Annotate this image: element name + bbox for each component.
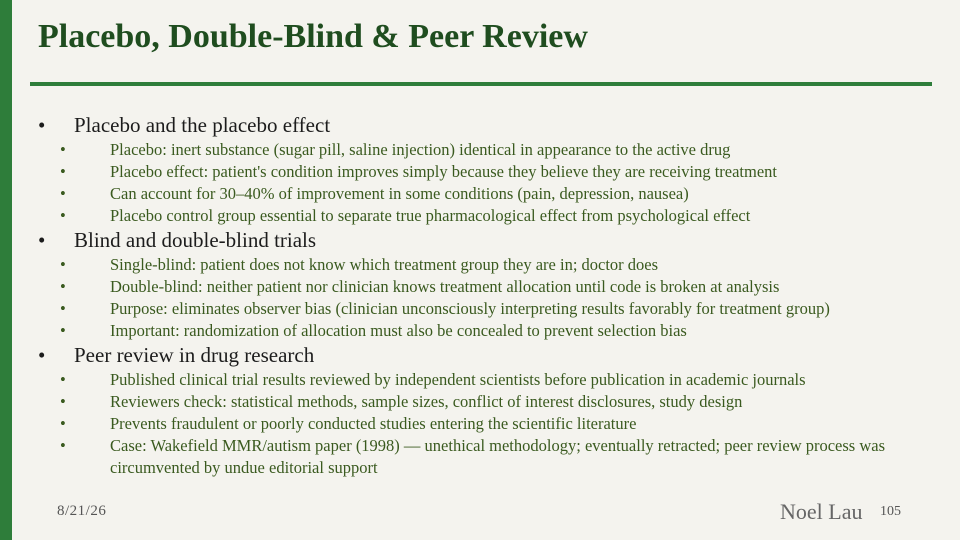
list-item: • Placebo effect: patient's condition improves simply because they believe they are receiving treatment [60,162,778,181]
footer-author: Noel Lau [780,499,863,524]
slide-title: Placebo, Double-Blind & Peer Review [38,18,588,55]
list-item: • Published clinical trial results reviewed by independent scientists before publication in academic journals [60,370,806,389]
bullet-icon: • [60,162,66,181]
bullet-icon: • [60,140,66,159]
slide-content [38,113,928,480]
section-peer-review [38,343,928,479]
bullet-icon: • [60,436,66,455]
bullet-icon: • [38,113,46,137]
list-item: • Important: randomization of allocation must also be concealed to prevent selection bias [60,321,687,340]
bullet-icon: • [60,392,66,411]
list-item: • Case: Wakefield MMR/autism paper (1998) — unethical methodology; eventually retracted; peer review process was circumvented by undue editorial support [60,436,886,477]
left-accent-bar [0,0,12,540]
list-item: • Single-blind: patient does not know which treatment group they are in; doctor does [60,255,659,274]
bullet-list [38,113,928,479]
list-item: • Purpose: eliminates observer bias (clinician unconsciously interpreting results favorably for treatment group) [60,299,830,318]
sub-list [38,254,928,342]
list-item: • Prevents fraudulent or poorly conducted studies entering the scientific literature [60,414,637,433]
list-item: • Double-blind: neither patient nor clinician knows treatment allocation until code is broken at analysis [60,277,780,296]
sub-list [38,369,928,479]
sub-list [38,139,928,227]
bullet-icon: • [60,277,66,296]
bullet-icon: • [60,255,66,274]
bullet-icon: • [60,184,66,203]
bullet-icon: • [60,370,66,389]
bullet-icon: • [60,321,66,340]
list-item: • Placebo control group essential to separate true pharmacological effect from psychological effect [60,206,751,225]
page-number: 105 [880,504,901,519]
list-item: • Can account for 30–40% of improvement in some conditions (pain, depression, nausea) [60,184,689,203]
section-placebo [38,113,928,227]
list-item: • Placebo: inert substance (sugar pill, saline injection) identical in appearance to the active drug [60,140,731,159]
list-item: • Reviewers check: statistical methods, sample sizes, conflict of interest disclosures, study design [60,392,743,411]
bullet-icon: • [60,206,66,225]
title-underline [30,82,932,86]
section-heading: Blind and double-blind trials [74,228,317,252]
section-heading: Peer review in drug research [74,343,315,367]
section-blind-trials [38,228,928,342]
footer-date: 8/21/26 [57,503,107,519]
bullet-icon: • [38,228,46,252]
bullet-icon: • [60,414,66,433]
bullet-icon: • [60,299,66,318]
section-heading: Placebo and the placebo effect [74,113,331,137]
bullet-icon: • [38,343,46,367]
